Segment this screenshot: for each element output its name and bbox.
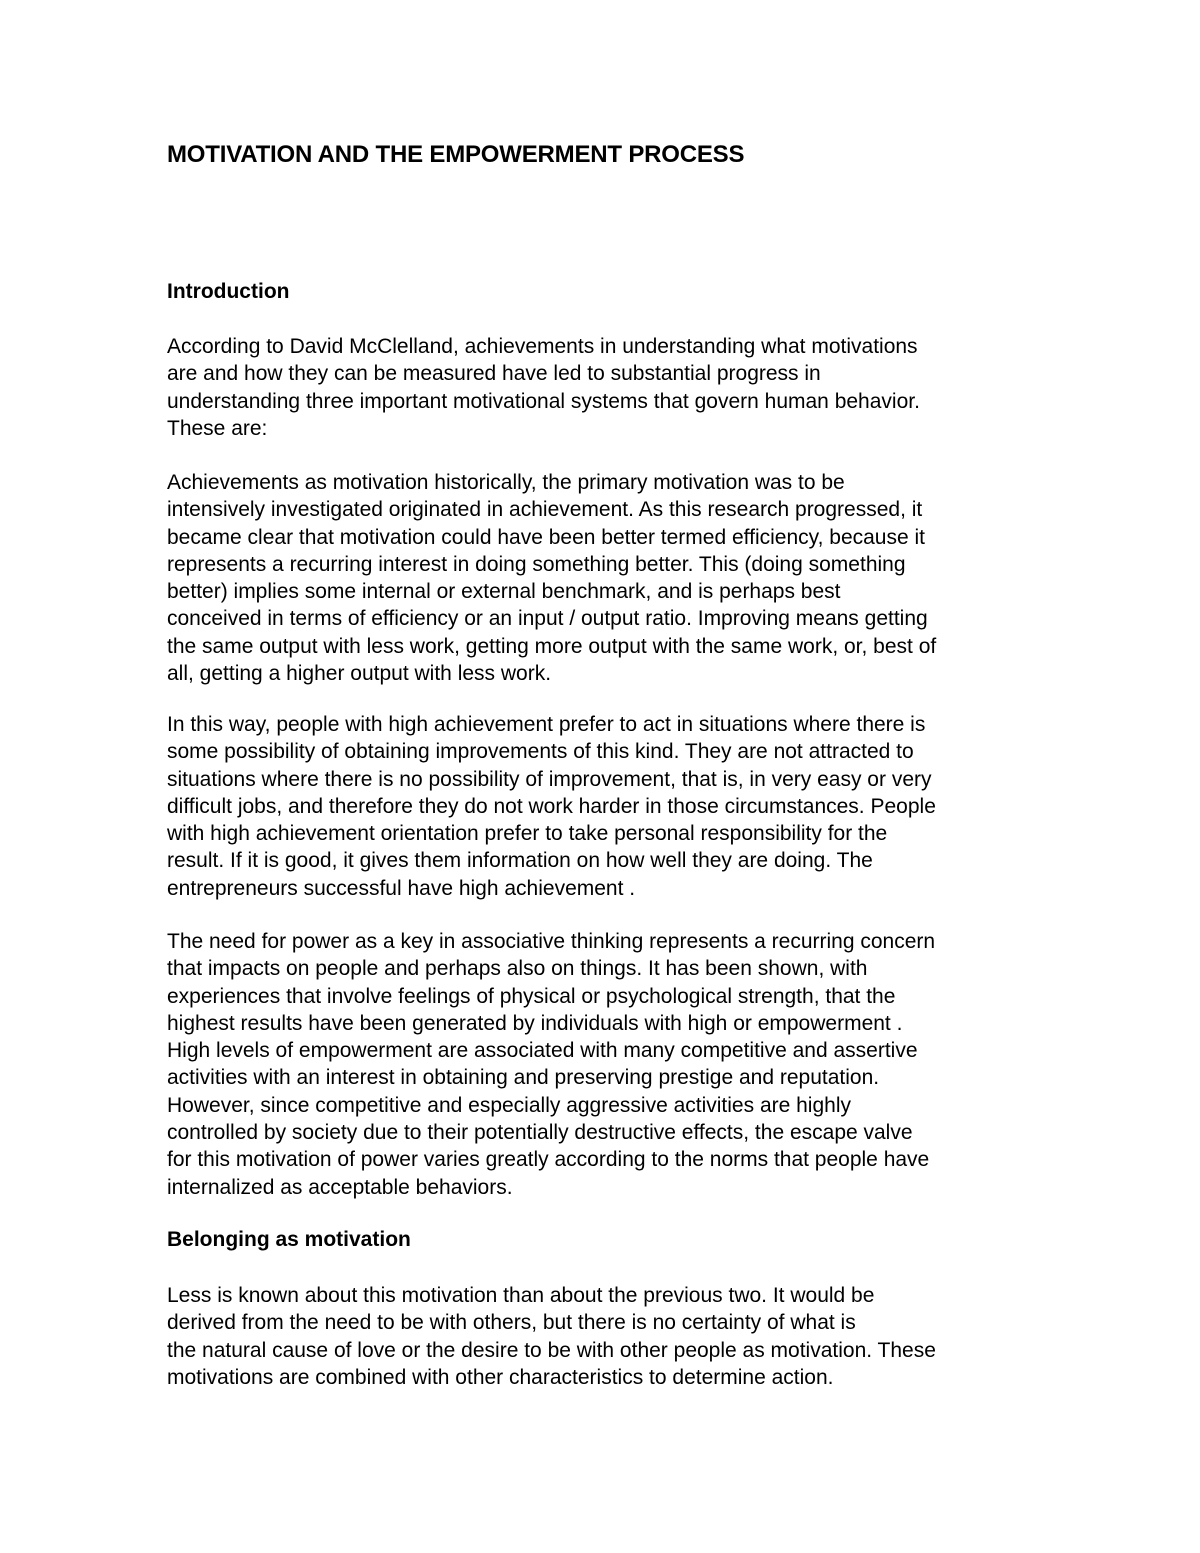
text-line: Achievements as motivation historically, the primary motivation was to be (167, 471, 845, 494)
text-line: understanding three important motivational systems that govern human behavior. (167, 389, 920, 413)
text-line: all, getting a higher output with less work. (167, 662, 552, 686)
text-line: High levels of empowerment are associated with many competitive and assertive (167, 1039, 918, 1063)
text-line: situations where there is no possibility of improvement, that is, in very easy or very (167, 767, 932, 791)
text-line: conceived in terms of efficiency or an input / output ratio. Improving means getting (167, 607, 928, 631)
document-title: MOTIVATION AND THE EMPOWERMENT PROCESS (167, 141, 745, 168)
text-line: internalized as acceptable behaviors. (167, 1175, 513, 1199)
text-line: controlled by society due to their potentially destructive effects, the escape valve (167, 1121, 913, 1145)
paragraph-power (167, 928, 935, 1201)
text-line: experiences that involve feelings of physical or psychological strength, that the (167, 984, 896, 1008)
text-line: difficult jobs, and therefore they do not work harder in those circumstances. People (167, 794, 936, 818)
text-line: In this way, people with high achievement prefer to act in situations where there is (167, 713, 926, 736)
text-line: activities with an interest in obtaining and preserving prestige and reputation. (167, 1066, 880, 1090)
text-line: represents a recurring interest in doing something better. This (doing something (167, 552, 906, 576)
text-line: with high achievement orientation prefer to take personal responsibility for the (167, 822, 888, 846)
text-line: became clear that motivation could have been better termed efficiency, because it (167, 525, 925, 549)
text-line: derived from the need to be with others, but there is no certainty of what is (167, 1311, 856, 1335)
section-heading-belonging: Belonging as motivation (167, 1228, 411, 1251)
text-line: highest results have been generated by individuals with high or empowerment . (167, 1011, 903, 1035)
text-line: that impacts on people and perhaps also on things. It has been shown, with (167, 957, 868, 981)
paragraph-belonging (167, 1282, 936, 1391)
text-line: According to David McClelland, achievements in understanding what motivations (167, 335, 918, 358)
text-line: result. If it is good, it gives them information on how well they are doing. The (167, 849, 873, 873)
text-line: Less is known about this motivation than about the previous two. It would be (167, 1284, 875, 1307)
text-line: However, since competitive and especially aggressive activities are highly (167, 1093, 851, 1117)
section-heading-introduction: Introduction (167, 280, 290, 303)
text-line: are and how they can be measured have led to substantial progress in (167, 362, 821, 386)
text-line: These are: (167, 416, 268, 440)
text-line: for this motivation of power varies greatly according to the norms that people have (167, 1148, 930, 1172)
paragraph-high-achievement (167, 711, 936, 902)
text-line: motivations are combined with other characteristics to determine action. (167, 1365, 834, 1389)
text-line: entrepreneurs successful have high achievement . (167, 876, 636, 900)
paragraph-achievement (167, 469, 936, 687)
text-line: some possibility of obtaining improvements of this kind. They are not attracted to (167, 740, 914, 764)
text-line: the natural cause of love or the desire to be with other people as motivation. These (167, 1338, 936, 1362)
text-line: better) implies some internal or external benchmark, and is perhaps best (167, 580, 841, 604)
text-line: intensively investigated originated in achievement. As this research progressed, it (167, 498, 923, 522)
text-line: the same output with less work, getting more output with the same work, or, best of (167, 634, 937, 658)
paragraph-intro (167, 333, 920, 442)
text-line: The need for power as a key in associative thinking represents a recurring concern (167, 930, 936, 953)
